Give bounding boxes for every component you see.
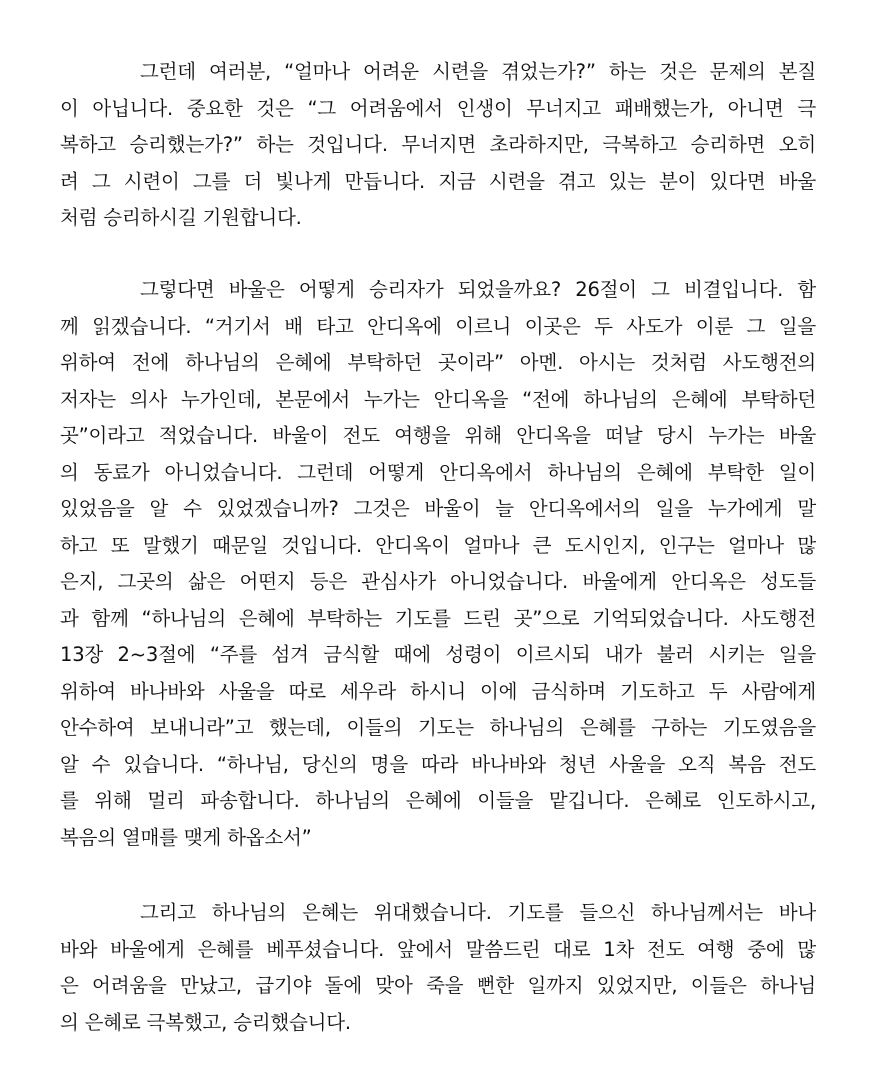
text-line: 있었음을 알 수 있었겠습니까? 그것은 바울이 늘 안디옥에서의 일을 누가에게 말 [60, 497, 816, 520]
text-line: 13장 2~3절에 “주를 섬겨 금식할 때에 성령이 이르시되 내가 불러 시키는 일을 [60, 643, 816, 666]
text-line: 안수하여 보내니라”고 했는데, 이들의 기도는 하나님의 은혜를 구하는 기도였음을 [60, 716, 816, 739]
text-line: 이 아닙니다. 중요한 것은 “그 어려움에서 인생이 무너지고 패배했는가, 아니면 극 [60, 96, 816, 120]
text-line: 은지, 그곳의 삶은 어떤지 등은 관심사가 아니었습니다. 바울에게 안디옥은 성도들 [60, 570, 816, 593]
paragraph-1 [60, 54, 816, 237]
text-line: 위하여 바나바와 사울을 따로 세우라 하시니 이에 금식하며 기도하고 두 사람에게 [60, 679, 816, 703]
text-line: 위하여 전에 하나님의 은혜에 부탁하던 곳이라” 아멘. 아시는 것처럼 사도행전의 [60, 351, 816, 374]
text-line: 바와 바울에게 은혜를 베푸셨습니다. 앞에서 말씀드린 대로 1차 전도 여행 중에 많 [60, 937, 816, 961]
text-line: 그리고 하나님의 은혜는 위대했습니다. 기도를 들으신 하나님께서는 바나 [140, 901, 816, 924]
text-line: 하고 또 말했기 때문일 것입니다. 안디옥이 얼마나 큰 도시인지, 인구는 얼마나 많 [60, 533, 816, 557]
text-line: 려 그 시련이 그를 더 빛나게 만듭니다. 지금 시련을 겪고 있는 분이 있다면 바울 [60, 169, 816, 193]
text-line: 과 함께 “하나님의 은혜에 부탁하는 기도를 드린 곳”으로 기억되었습니다. 사도행전 [60, 606, 816, 630]
text-line: 알 수 있습니다. “하나님, 당신의 명을 따라 바나바와 청년 사울을 오직 복음 전도 [60, 752, 816, 776]
text-line: 은 어려움을 만났고, 급기야 돌에 맞아 죽을 뻔한 일까지 있었지만, 이들은 하나님 [60, 974, 816, 997]
text-line: 복하고 승리했는가?” 하는 것입니다. 무너지면 초라하지만, 극복하고 승리하면 오히 [60, 133, 816, 156]
text-line: 께 읽겠습니다. “거기서 배 타고 안디옥에 이르니 이곳은 두 사도가 이룬 그 일을 [60, 314, 816, 338]
text-line: 처럼 승리하시길 기원합니다. [60, 206, 302, 229]
text-line: 그런데 여러분, “얼마나 어려운 시련을 겪었는가?” 하는 것은 문제의 본질 [140, 60, 816, 83]
text-line: 의 동료가 아니었습니다. 그런데 어떻게 안디옥에서 하나님의 은혜에 부탁한 일이 [60, 460, 816, 484]
paragraph-2 [60, 272, 816, 856]
text-line: 의 은혜로 극복했고, 승리했습니다. [60, 1010, 351, 1034]
text-line: 그렇다면 바울은 어떻게 승리자가 되었을까요? 26절이 그 비결입니다. 함 [140, 278, 816, 301]
text-line: 곳”이라고 적었습니다. 바울이 전도 여행을 위해 안디옥을 떠날 당시 누가는 바울 [60, 424, 816, 447]
text-line: 를 위해 멀리 파송합니다. 하나님의 은혜에 이들을 맡깁니다. 은혜로 인도하시고, [60, 789, 816, 812]
text-line: 복음의 열매를 맺게 하옵소서” [60, 825, 312, 849]
paragraph-3 [60, 895, 816, 1041]
text-line: 저자는 의사 누가인데, 본문에서 누가는 안디옥을 “전에 하나님의 은혜에 부탁하던 [60, 387, 816, 411]
